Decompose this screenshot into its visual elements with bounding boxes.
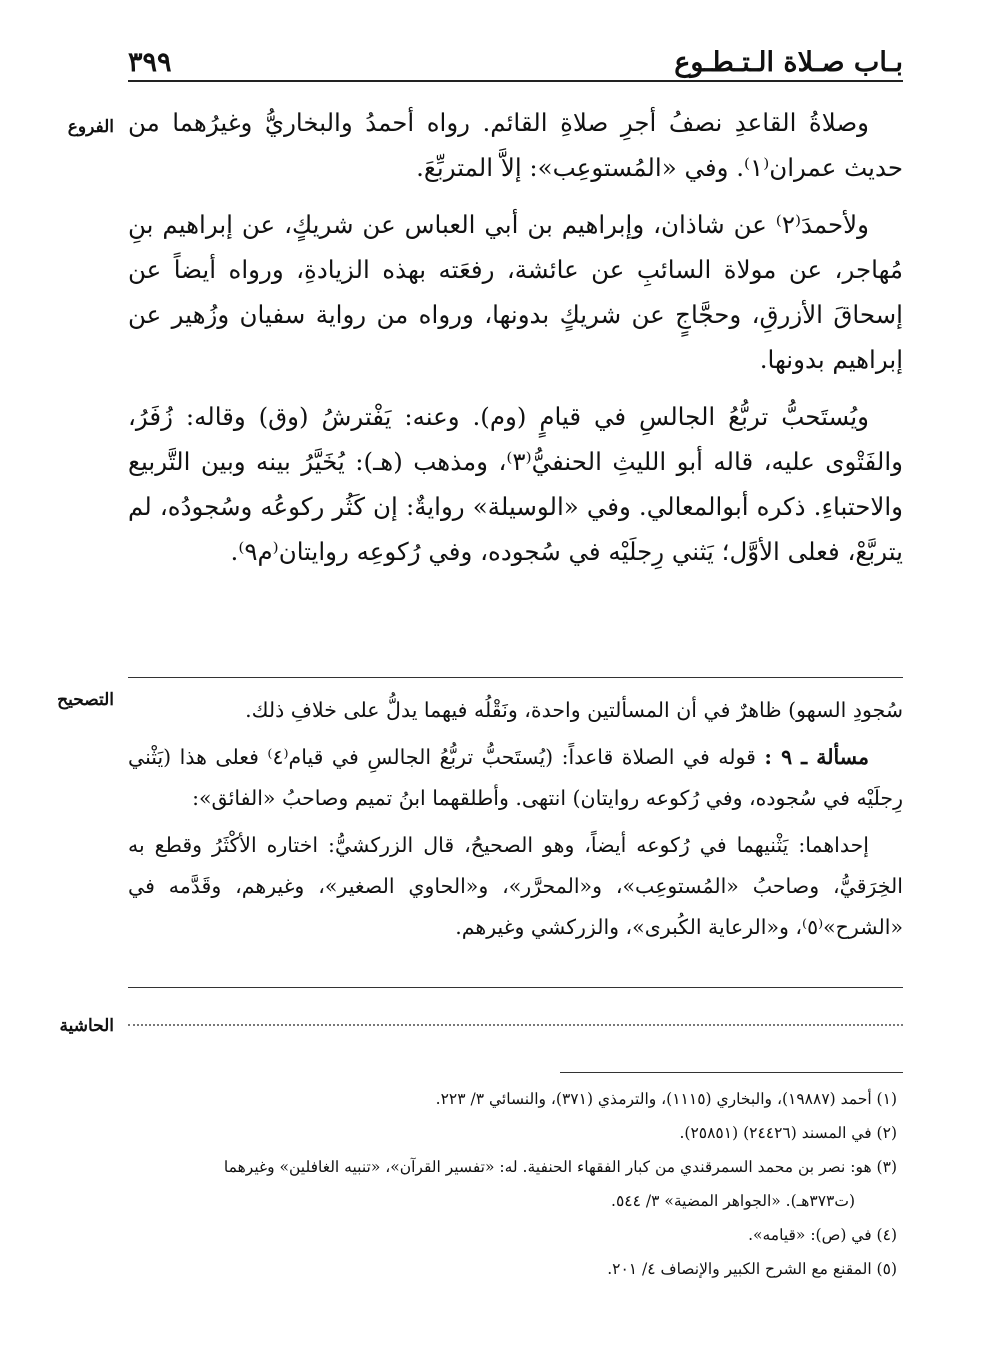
- section-divider-2: [128, 987, 903, 988]
- tashih-paragraph-2: [128, 737, 903, 819]
- hashiya-dotted-line: [128, 1024, 903, 1026]
- section-divider: [128, 677, 903, 678]
- footnote-5: (٥) المقنع مع الشرح الكبير والإنصاف ٤/ ٢٠١.: [607, 1260, 897, 1278]
- running-header: [128, 38, 903, 78]
- label-furu: الفروع: [67, 117, 114, 137]
- main-text: [128, 100, 903, 586]
- issue-text: قوله في الصلاة قاعداً: (يُستَحبُّ تربُّعُ الجالسِ في قيام⁽٤⁾ فعلى هذا (يَثْني رِجلَيْه في سُجوده، وفي رُكوعه روايتان) انتهى. وأطلقهما ابنُ تميم وصاحبُ «الفائق»:: [128, 745, 903, 810]
- issue-label: مسألة ـ ٩ :: [764, 745, 870, 769]
- footnote-3: (٣) هو: نصر بن محمد السمرقندي من كبار الفقهاء الحنفية. له: «تفسير القرآن»، «تنبيه الغافلين» وغيرهما: [223, 1158, 897, 1176]
- tashih-text: [128, 690, 903, 954]
- footnote-3-continued: (ت٣٧٣هـ). «الجواهر المضية» ٣/ ٥٤٤.: [611, 1192, 855, 1210]
- footnote-4: (٤) في (ص): «قيامه».: [748, 1226, 897, 1244]
- main-paragraph-3: ويُستَحبُّ تربُّعُ الجالسِ في قيامٍ (وم). وعنه: يَفْترشُ (وق) وقاله: زُفَرُ، والفَتْوى عليه، قاله أبو الليثِ الحنفيُّ⁽٣⁾، ومذهب (هـ): يُخَيَّرُ بينه وبين التَّربيع والاحتباءِ. ذكره أبوالمعالي. وفي «الوسيلة» روايةٌ: إن كَثُر ركوعُه وسُجودُه، لم يتربَّعْ، فعلى الأوَّل؛ يَثني رِجلَيْه في سُجوده، وفي رُكوعِه روايتان⁽م٩⁾.: [128, 402, 904, 566]
- label-tashih: التصحيح: [57, 690, 114, 710]
- main-paragraph-1: وصلاةُ القاعدِ نصفُ أجرِ صلاةِ القائم. رواه أحمدُ والبخاريُّ وغيرُهما من حديث عمران⁽١⁾. وفي «المُستوعِب»: إلاَّ المتربِّعَ.: [128, 108, 903, 182]
- footnote-2: (٢) في المسند (٢٤٤٢٦) (٢٥٨٥١).: [679, 1124, 897, 1142]
- tashih-paragraph-1: سُجودِ السهو) ظاهرٌ في أن المسألتين واحدة، ونَقْلُه فيهما يدلُّ على خلافِ ذلك.: [245, 698, 903, 722]
- page-number: ٣٩٩: [128, 47, 172, 78]
- footnotes: [128, 1082, 903, 1286]
- chapter-title: بـاب صـلاة الـتـطـوع: [674, 47, 903, 78]
- footnote-1: (١) أحمد (١٩٨٨٧)، والبخاري (١١١٥)، والترمذي (٣٧١)، والنسائي ٣/ ٢٢٣.: [435, 1090, 897, 1108]
- tashih-paragraph-3: إحداهما: يَثْنيهما في رُكوعه أيضاً، وهو الصحيحُ، قال الزركشيُّ: اختاره الأكْثَرُ وقطع به الخِرَقيُّ، وصاحبُ «المُستوعِب»، و«المحرَّر»، و«الحاوي الصغير»، وغيرهم، وقَدَّمه في «الشرح»⁽٥⁾، و«الرعاية الكُبرى»، والزركشي وغيرهم.: [128, 833, 903, 939]
- main-paragraph-2: ولأحمدَ⁽٢⁾ عن شاذان، وإبراهيم بن أبي العباس عن شريكٍ، عن إبراهيم بنِ مُهاجر، عن مولاة السائبِ عن عائشة، رفعَته بهذه الزيادةِ، ورواه أيضاً عن إسحاقَ الأزرقِ، وحجَّاجٍ عن شريكٍ بدونها، ورواه من رواية سفيان وزُهير عن إبراهيم بدونها.: [128, 210, 903, 374]
- footnote-rule: [560, 1072, 903, 1073]
- header-rule: [128, 80, 903, 82]
- label-hashiya: الحاشية: [59, 1016, 114, 1036]
